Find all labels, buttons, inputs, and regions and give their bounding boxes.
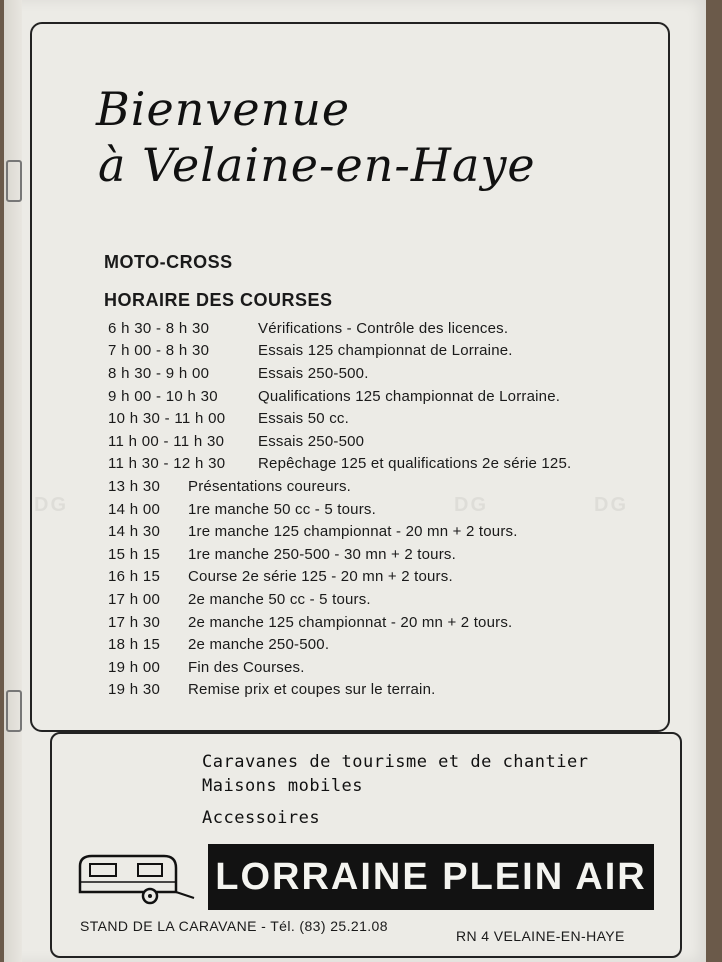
schedule-time: 17 h 30	[108, 613, 161, 631]
schedule-row	[108, 385, 668, 408]
schedule-event: Essais 50 cc.	[258, 410, 349, 428]
schedule-time: 19 h 00	[108, 658, 161, 676]
schedule-event: Vérifications - Contrôle des licences.	[258, 319, 509, 337]
schedule-event: Fin des Courses.	[188, 658, 305, 676]
schedule-row	[108, 679, 668, 702]
schedule-row	[108, 340, 668, 363]
welcome-title-line2: à Velaine-en-Haye	[98, 138, 536, 192]
schedule-time: 6 h 30 - 8 h 30	[108, 319, 210, 337]
schedule-time: 7 h 00 - 8 h 30	[108, 342, 210, 360]
welcome-title-line1: Bienvenue	[96, 82, 351, 136]
schedule-row	[108, 566, 668, 589]
schedule-row	[108, 633, 668, 656]
schedule-time: 19 h 30	[108, 681, 161, 699]
schedule-time: 18 h 15	[108, 636, 161, 654]
schedule-row	[108, 520, 668, 543]
schedule-time: 8 h 30 - 9 h 00	[108, 364, 210, 382]
advert-line-caravans: Caravanes de tourisme et de chantier	[202, 752, 589, 772]
binding-mark	[6, 160, 22, 202]
stand-contact: STAND DE LA CARAVANE - Tél. (83) 25.21.08	[80, 918, 388, 934]
schedule-row	[108, 430, 668, 453]
schedule-event: Présentations coureurs.	[188, 477, 352, 495]
advert-line-mobile-homes: Maisons mobiles	[202, 776, 364, 796]
watermark: DG	[454, 494, 488, 516]
schedule-event: 1re manche 250-500 - 30 mn + 2 tours.	[188, 545, 456, 563]
schedule-time: 14 h 30	[108, 523, 161, 541]
schedule-event: Repêchage 125 et qualifications 2e série 125.	[258, 455, 572, 473]
caravan-icon	[76, 852, 196, 908]
schedule-time: 16 h 15	[108, 568, 161, 586]
binding-mark	[6, 690, 22, 732]
advert-line-accessories: Accessoires	[202, 808, 321, 828]
watermark: DG	[594, 494, 628, 516]
schedule-row	[108, 453, 668, 476]
schedule-event: Qualifications 125 championnat de Lorraine.	[258, 387, 561, 405]
schedule-event: Essais 125 championnat de Lorraine.	[258, 342, 513, 360]
schedule-time: 17 h 00	[108, 590, 161, 608]
schedule-event: Remise prix et coupes sur le terrain.	[188, 681, 436, 699]
watermark: DG	[34, 494, 68, 516]
schedule-time: 10 h 30 - 11 h 00	[108, 410, 226, 428]
page-spine	[4, 0, 22, 962]
schedule-event: 1re manche 125 championnat - 20 mn + 2 tours.	[188, 523, 518, 541]
schedule-event: 2e manche 250-500.	[188, 636, 330, 654]
schedule-event: 2e manche 50 cc - 5 tours.	[188, 590, 371, 608]
schedule-heading: HORAIRE DES COURSES	[104, 290, 333, 310]
schedule-event: Essais 250-500	[258, 432, 365, 450]
schedule-row	[108, 656, 668, 679]
schedule-event: Essais 250-500.	[258, 364, 369, 382]
schedule-row	[108, 317, 668, 340]
schedule-time: 15 h 15	[108, 545, 161, 563]
schedule-row	[108, 611, 668, 634]
schedule-row	[108, 543, 668, 566]
stand-address: RN 4 VELAINE-EN-HAYE	[456, 928, 625, 944]
brand-banner: LORRAINE PLEIN AIR	[208, 844, 654, 910]
schedule-event: 2e manche 125 championnat - 20 mn + 2 tours.	[188, 613, 513, 631]
schedule-row	[108, 498, 668, 521]
section-heading: MOTO-CROSS	[104, 252, 233, 272]
schedule-time: 11 h 30 - 12 h 30	[108, 455, 226, 473]
schedule-event: Course 2e série 125 - 20 mn + 2 tours.	[188, 568, 453, 586]
schedule-row	[108, 475, 668, 498]
schedule-time: 11 h 00 - 11 h 30	[108, 432, 225, 450]
schedule-row	[108, 362, 668, 385]
schedule-row	[108, 588, 668, 611]
schedule-row	[108, 407, 668, 430]
schedule-list	[108, 317, 668, 701]
schedule-time: 14 h 00	[108, 500, 161, 518]
schedule-event: 1re manche 50 cc - 5 tours.	[188, 500, 376, 518]
program-page	[4, 0, 706, 962]
schedule-time: 9 h 00 - 10 h 30	[108, 387, 218, 405]
schedule-time: 13 h 30	[108, 477, 161, 495]
